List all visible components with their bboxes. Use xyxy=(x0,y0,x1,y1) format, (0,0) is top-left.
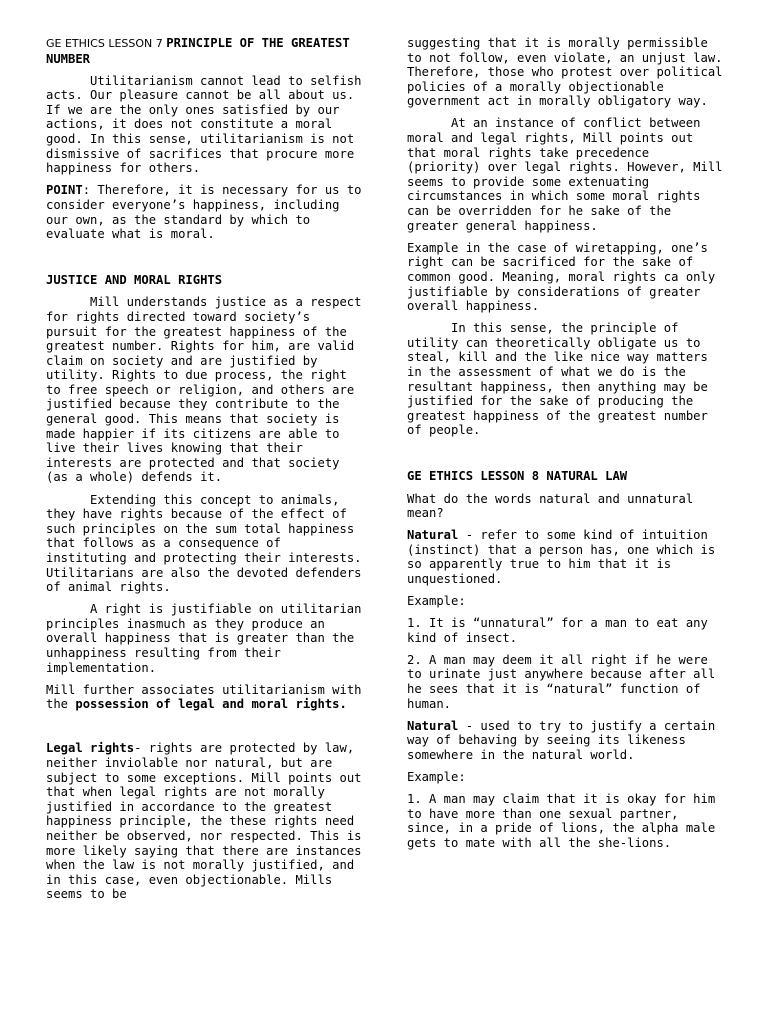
paragraph-justice: Mill understands justice as a respect for rights directed toward society’s pursuit for the greatest happiness of the greatest number. Rights for him, are valid claim on society and are justified by utility. Rights to due process, the right to free speech or religion, and others are justified because they contribute to the general good. This means that society is made happier if its citizens are able to live their lives knowing that their interests are protected and that society (as a whole) defends it. xyxy=(46,295,362,485)
paragraph-utility: In this sense, the principle of utility can theoretically obligate us to steal, kill and the like nice way matters in the assessment of what we do is the resultant happiness, then anything may be justified for the sake of producing the greatest happiness of the greatest number of people. xyxy=(407,321,708,438)
right-column xyxy=(407,36,725,858)
natural-text-1: - refer to some kind of intuition (instinct) that a person has, one which is so apparently true to him that it is unquestioned. xyxy=(407,528,716,586)
possession-text: Mill further associates utilitarianism with the xyxy=(46,682,362,712)
definition-natural-2 xyxy=(407,719,725,763)
paragraph-conflict: At an instance of conflict between moral and legal rights, Mill points out that moral rights take precedence (priority) over legal rights. However, Mill seems to provide some extenuating circumstances in which some moral rights can be overridden for he sake of the greater general happiness. xyxy=(407,116,723,233)
possession-bold: possession of legal and moral rights. xyxy=(75,697,347,712)
paragraph-wiretapping: Example in the case of wiretapping, one’s right can be sacrificed for the sake of common good. Meaning, moral rights ca only justifiable by considerations of greater overall happiness. xyxy=(407,240,716,314)
paragraph-justifiable-right: A right is justifiable on utilitarian principles inasmuch as they produce an overall happiness that is greater than the unhappiness resulting from their implementation. xyxy=(46,602,362,675)
example-lions: 1. A man may claim that it is okay for him to have more than one sexual partner, since, in a pride of lions, the alpha male gets to mate with all the she-lions. xyxy=(407,792,716,850)
left-column xyxy=(46,36,364,909)
example-label-2: Example: xyxy=(407,770,466,785)
lesson7-title xyxy=(46,36,364,66)
natural-label-2: Natural xyxy=(407,718,459,733)
example-urinate: 2. A man may deem it all right if he were to urinate just anywhere because after all he sees that it is “natural” function of human. xyxy=(407,652,716,711)
lesson8-heading: GE ETHICS LESSON 8 NATURAL LAW xyxy=(407,469,628,484)
legal-rights-label: Legal rights xyxy=(46,741,135,756)
paragraph-unjust-law: suggesting that it is morally permissible to not follow, even violate, an unjust law. Therefore, those who protest over political policies of a morally objectionable government act in morally obligatory way. xyxy=(407,36,723,109)
point-text: : Therefore, it is necessary for us to consider everyone’s happiness, including our own, as the standard by which to evaluate what is moral. xyxy=(46,183,362,242)
natural-label-1: Natural xyxy=(407,528,459,543)
legal-rights-text: - rights are protected by law, neither inviolable nor natural, but are subject to some exceptions. Mill points out that when legal rights are not morally justified in accordance to the greatest happiness principle, the these rights need neither be observed, nor respected. This is more likely saying that there are instances when the law is not morally justified, and in this case, even objectionable. Mills seems to be xyxy=(46,741,362,902)
definition-natural-1 xyxy=(407,528,725,586)
paragraph-animals: Extending this concept to animals, they have rights because of the effect of such principles on the sum total happiness that follows as a consequence of instituting and protecting their interests. Utilitarians are also the devoted defenders of animal rights. xyxy=(46,492,362,595)
natural-text-2: - used to try to justify a certain way of behaving by seeing its likeness somewhere in the natural world. xyxy=(407,718,716,762)
paragraph-selfish-acts: Utilitarianism cannot lead to selfish acts. Our pleasure cannot be all about us. If we are the only ones satisfied by our actions, it does not constitute a moral good. In this sense, utilitarianism is not dismissive of sacrifices that procure more happiness for others. xyxy=(46,73,362,176)
lesson7-title-text: PRINCIPLE OF THE GREATEST NUMBER xyxy=(46,36,350,66)
lesson7-prefix: GE ETHICS LESSON 7 xyxy=(46,37,167,50)
question-natural: What do the words natural and unnatural mean? xyxy=(407,491,694,521)
point-label: POINT xyxy=(46,183,83,198)
example-insect: 1. It is “unnatural” for a man to eat any kind of insect. xyxy=(407,616,708,645)
paragraph-legal-rights xyxy=(46,741,364,902)
paragraph-point xyxy=(46,183,364,241)
paragraph-possession xyxy=(46,683,364,712)
example-label-1: Example: xyxy=(407,594,466,609)
justice-heading: JUSTICE AND MORAL RIGHTS xyxy=(46,273,223,288)
